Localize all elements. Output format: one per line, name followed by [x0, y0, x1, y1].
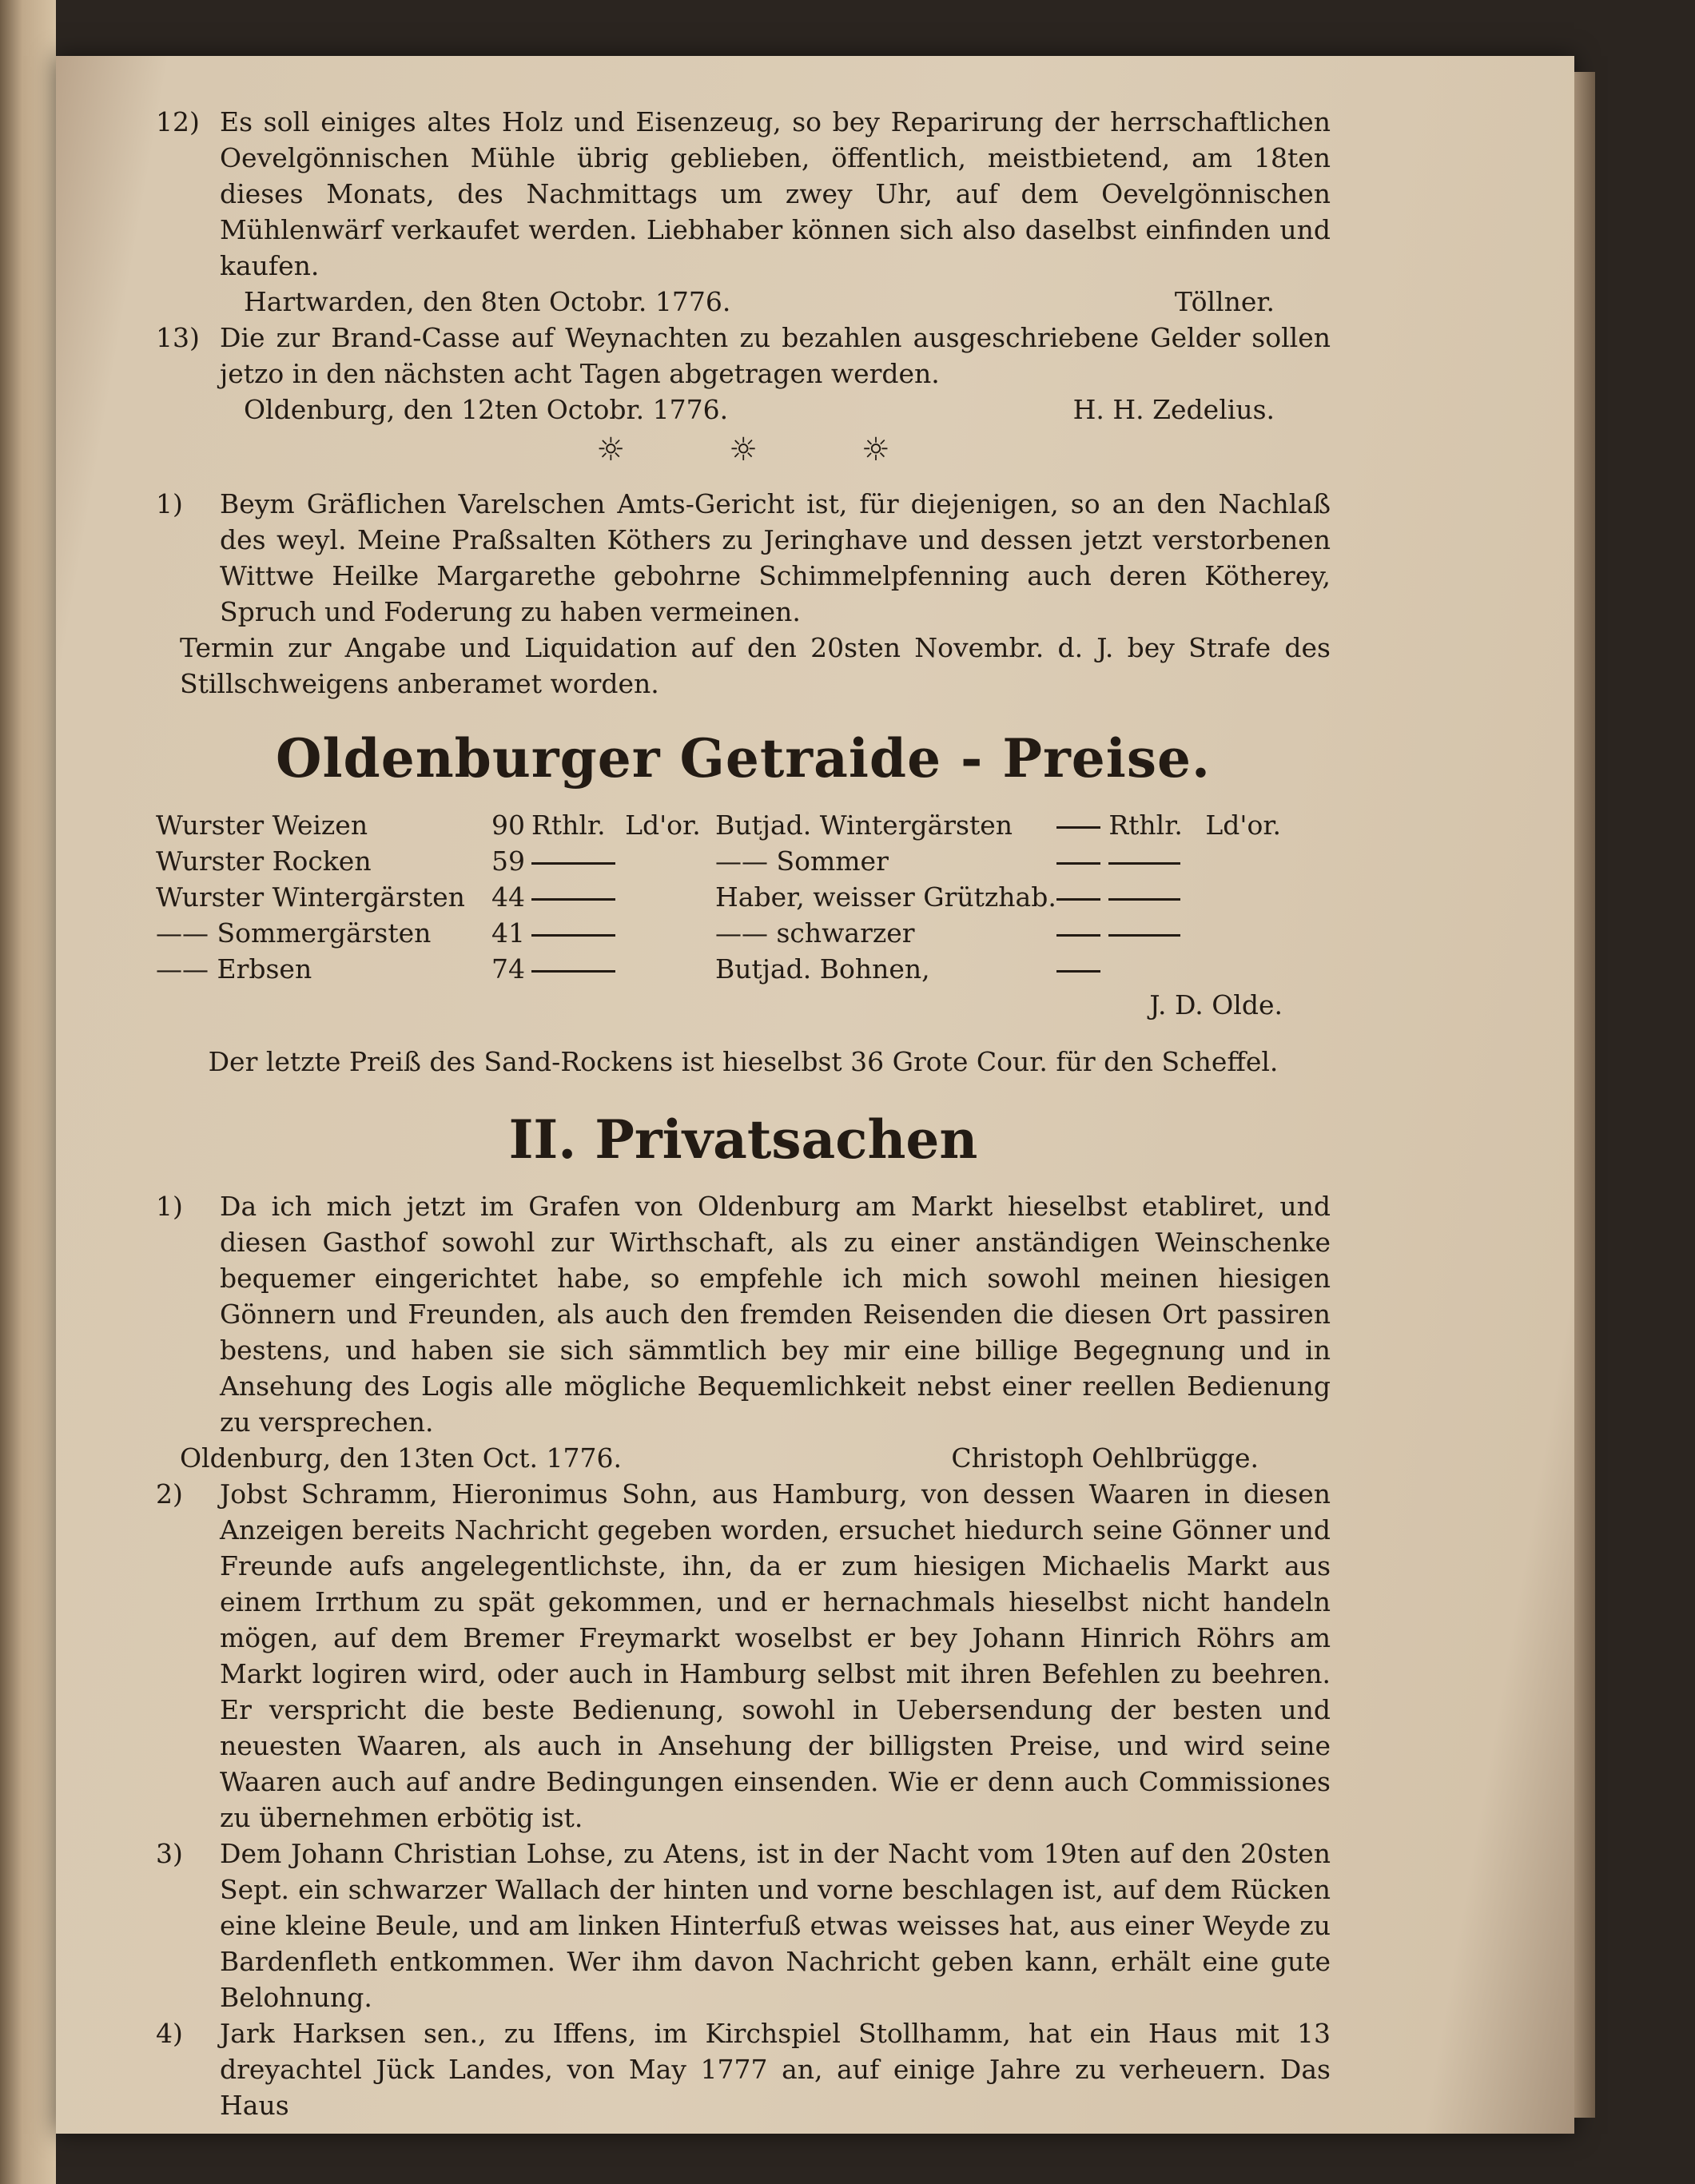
- blank-rule: [1056, 826, 1100, 829]
- entry-number: 12): [156, 106, 200, 137]
- notice-varel: [156, 486, 1331, 630]
- ditto-rule: [531, 862, 615, 865]
- entry-text: Dem Johann Christian Lohse, zu Atens, ist in der Nacht vom 19ten auf den 20sten Sept. ein schwarzer Wallach der hinten und vorne beschlagen ist, auf dem Rücken eine kleine Beule, und am linken Hinterfuß etwas weisses hat, aus einer Weyde zu Bardenfleth entkommen. Wer ihm davon Nachricht geben kann, erhält eine gute Belohnung.: [220, 1838, 1331, 2013]
- signer: H. H. Zedelius.: [1072, 394, 1275, 425]
- price-label: Wurster Weizen: [156, 810, 368, 841]
- ditto-rule: [1108, 862, 1180, 865]
- price-label: Butjad. Wintergärsten: [715, 810, 1013, 841]
- price-label: Wurster Rocken: [156, 845, 372, 877]
- entry-text: Jark Harksen sen., zu Iffens, im Kirchspiel Stollhamm, hat ein Haus mit 13 dreyachtel Jück Landes, von May 1777 an, auf einige Jahre zu verheuern. Das Haus: [220, 2018, 1331, 2121]
- page-content: [156, 104, 1331, 2123]
- entry-number: 13): [156, 322, 200, 353]
- price-label: —— Sommer: [715, 845, 889, 877]
- blank-rule: [1056, 898, 1100, 901]
- blank-rule: [1056, 934, 1100, 937]
- entry-text: Die zur Brand-Casse auf Weynachten zu bezahlen ausgeschriebene Gelder sollen jetzo in den nächsten acht Tagen abgetragen werden.: [220, 322, 1331, 389]
- ditto-rule: [1108, 934, 1180, 937]
- unit-label: Rthlr.: [531, 810, 606, 841]
- unit-label: Rthlr.: [1108, 810, 1183, 841]
- entry-number: 1): [156, 1191, 183, 1222]
- table-row: [156, 951, 1331, 987]
- page-edge: [1574, 72, 1595, 2118]
- notice-12-signature: [156, 284, 1331, 320]
- price-value: 90: [491, 810, 525, 841]
- section-title: II. Privatsachen: [508, 1108, 978, 1171]
- price-value: 59: [491, 845, 525, 877]
- sun-ornament-icon: ☼: [861, 432, 890, 468]
- price-label: —— schwarzer: [715, 917, 915, 949]
- private-3: [156, 1836, 1331, 2015]
- signer: Christoph Oehlbrügge.: [951, 1442, 1259, 1474]
- notice-12: [156, 104, 1331, 284]
- price-value: 44: [491, 881, 525, 913]
- notice-varel-term: [156, 630, 1331, 702]
- signer: Töllner.: [1174, 286, 1275, 317]
- price-note: Der letzte Preiß des Sand-Rockens ist hieselbst 36 Grote Cour. für den Scheffel.: [208, 1046, 1279, 1077]
- sun-ornament-icon: ☼: [729, 432, 758, 468]
- ditto-rule: [531, 934, 615, 937]
- table-row: [156, 879, 1331, 915]
- price-label: Wurster Wintergärsten: [156, 881, 465, 913]
- ditto-rule: [531, 970, 615, 973]
- entry-text: Jobst Schramm, Hieronimus Sohn, aus Hamburg, von dessen Waaren in diesen Anzeigen bereits Nachricht gegeben worden, ersuchet hiedurch seine Gönner und Freunde aufs angelegentlichste, ihn, da er zum hiesigen Michaelis Markt aus einem Irrthum zu spät gekommen, und er hernachmals hieselbst nicht handeln mögen, auf dem Bremer Freymarkt woselbst er bey Johann Hinrich Röhrs am Markt logiren wird, oder auch in Hamburg selbst mit ihren Befehlen zu beehren. Er verspricht die beste Bedienung, sowohl in Uebersendung der besten und neuesten Waaren, als auch in Ansehung der billigsten Preise, und wird seine Waaren auch auf andre Bedingungen einsenden. Wie er denn auch Commissiones zu übernehmen erbötig ist.: [220, 1478, 1331, 1833]
- grain-price-table: [156, 807, 1331, 987]
- prices-title: Oldenburger Getraide - Preise.: [275, 727, 1211, 790]
- book-spine: [0, 0, 56, 2184]
- private-1: [156, 1188, 1331, 1440]
- ditto-rule: [1108, 898, 1180, 901]
- price-value: 74: [491, 953, 525, 985]
- place-date: Oldenburg, den 13ten Oct. 1776.: [180, 1442, 622, 1474]
- price-label: Haber, weisser Grützhab.: [715, 881, 1056, 913]
- table-row: [156, 843, 1331, 879]
- private-1-signature: [156, 1440, 1331, 1476]
- ditto-rule: [531, 898, 615, 901]
- table-row: [156, 807, 1331, 843]
- private-4: [156, 2015, 1331, 2123]
- private-2: [156, 1476, 1331, 1836]
- entry-text: Beym Gräflichen Varelschen Amts-Gericht ist, für diejenigen, so an den Nachlaß des weyl. Meine Praßsalten Köthers zu Jeringhave und dessen jetzt verstorbenen Wittwe Heilke Margarethe gebohrne Schimmelpfenning auch deren Kötherey, Spruch und Foderung zu haben vermeinen.: [220, 488, 1331, 627]
- price-signer: J. D. Olde.: [1149, 989, 1283, 1020]
- unit-label: Ld'or.: [1205, 810, 1281, 841]
- blank-rule: [1056, 862, 1100, 865]
- entry-text: Da ich mich jetzt im Grafen von Oldenburg am Markt hieselbst etabliret, und diesen Gasthof sowohl zur Wirthschaft, als zu einer anständigen Weinschenke bequemer eingerichtet habe, so empfehle ich mich sowohl meinen hiesigen Gönnern und Freunden, als auch den fremden Reisenden die diesen Ort passiren bestens, und haben sie sich sämmtlich bey mir eine billige Begegnung und in Ansehung des Logis alle mögliche Bequemlichkeit nebst einer reellen Bedienung zu versprechen.: [220, 1191, 1331, 1438]
- price-label: —— Erbsen: [156, 953, 312, 985]
- sun-ornament-icon: ☼: [596, 432, 626, 468]
- entry-number: 4): [156, 2018, 183, 2049]
- table-row: [156, 915, 1331, 951]
- price-label: Butjad. Bohnen,: [715, 953, 930, 985]
- entry-number: 1): [156, 488, 183, 519]
- notice-13: [156, 320, 1331, 392]
- place-date: Oldenburg, den 12ten Octobr. 1776.: [244, 394, 729, 425]
- ornament-divider: [156, 432, 1331, 468]
- price-label: —— Sommergärsten: [156, 917, 432, 949]
- entry-text: Termin zur Angabe und Liquidation auf den 20sten Novembr. d. J. bey Strafe des Stillschweigens anberamet worden.: [180, 632, 1331, 699]
- entry-text: Es soll einiges altes Holz und Eisenzeug, so bey Reparirung der herrschaftlichen Oevelgönnischen Mühle übrig geblieben, öffentlich, meistbietend, am 18ten dieses Monats, des Nachmittags um zwey Uhr, auf dem Oevelgönnischen Mühlenwärf verkaufet werden. Liebhaber können sich also daselbst einfinden und kaufen.: [220, 106, 1331, 281]
- blank-rule: [1056, 970, 1100, 973]
- place-date: Hartwarden, den 8ten Octobr. 1776.: [244, 286, 731, 317]
- entry-number: 3): [156, 1838, 183, 1869]
- notice-13-signature: [156, 392, 1331, 428]
- unit-label: Ld'or.: [625, 810, 701, 841]
- entry-number: 2): [156, 1478, 183, 1510]
- price-value: 41: [491, 917, 525, 949]
